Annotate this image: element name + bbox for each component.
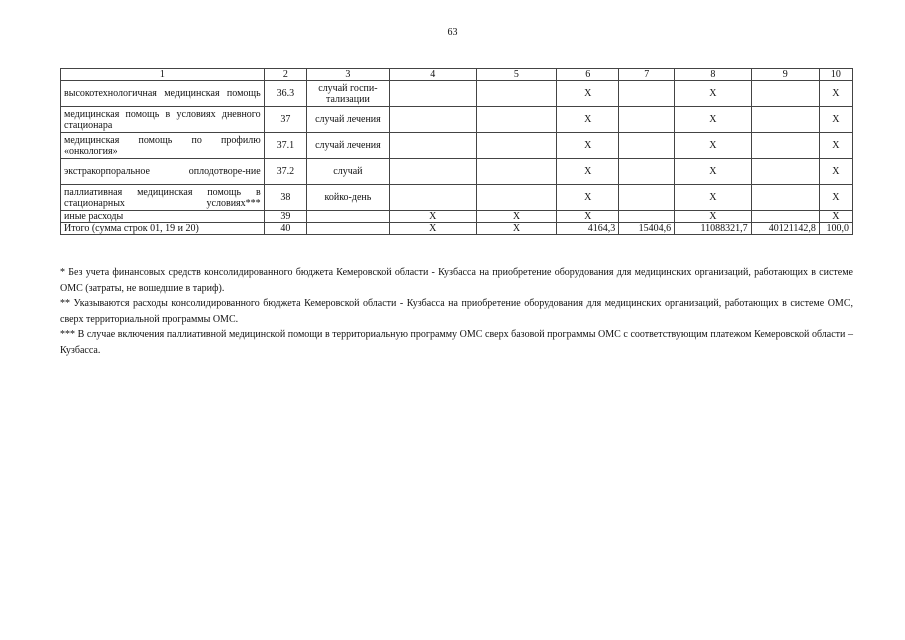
row-number: 39 bbox=[264, 211, 306, 223]
cell-c9 bbox=[751, 107, 819, 133]
row-unit: случай лечения bbox=[307, 133, 390, 159]
cell-c6: X bbox=[557, 81, 619, 107]
row-name: паллиативная медицинская помощь в стационарных условиях*** bbox=[61, 185, 265, 211]
table-row bbox=[61, 185, 853, 211]
header-cell: 7 bbox=[619, 69, 675, 81]
header-cell: 2 bbox=[264, 69, 306, 81]
footnote-1: * Без учета финансовых средств консолидированного бюджета Кемеровской области - Кузбасса на приобретение оборудования для медицинских организаций, работающих в системе ОМС (затраты, не вошедшие в тариф). bbox=[60, 267, 853, 294]
header-cell: 4 bbox=[389, 69, 476, 81]
row-unit bbox=[307, 211, 390, 223]
cell-c5: X bbox=[476, 223, 557, 235]
cell-c10: 100,0 bbox=[819, 223, 852, 235]
cell-c4 bbox=[389, 185, 476, 211]
cell-c5 bbox=[476, 107, 557, 133]
cell-c9 bbox=[751, 81, 819, 107]
row-name: иные расходы bbox=[61, 211, 265, 223]
table-row-total bbox=[61, 223, 853, 235]
row-name: высокотехнологичная медицинская помощь bbox=[61, 81, 265, 107]
row-name: Итого (сумма строк 01, 19 и 20) bbox=[61, 223, 265, 235]
cell-c6: 4164,3 bbox=[557, 223, 619, 235]
row-unit: случай лечения bbox=[307, 107, 390, 133]
table-row bbox=[61, 211, 853, 223]
cell-c7 bbox=[619, 185, 675, 211]
row-number: 38 bbox=[264, 185, 306, 211]
header-cell: 8 bbox=[675, 69, 752, 81]
cell-c8: X bbox=[675, 211, 752, 223]
cell-c10: X bbox=[819, 107, 852, 133]
cell-c7 bbox=[619, 81, 675, 107]
cell-c10: X bbox=[819, 81, 852, 107]
cost-table bbox=[60, 68, 853, 235]
cell-c5 bbox=[476, 159, 557, 185]
row-number: 37 bbox=[264, 107, 306, 133]
cell-c8: 11088321,7 bbox=[675, 223, 752, 235]
cell-c4: X bbox=[389, 211, 476, 223]
cell-c5: X bbox=[476, 211, 557, 223]
header-cell: 3 bbox=[307, 69, 390, 81]
row-name: медицинская помощь в условиях дневного стационара bbox=[61, 107, 265, 133]
row-number: 37.2 bbox=[264, 159, 306, 185]
table-row bbox=[61, 107, 853, 133]
row-unit bbox=[307, 223, 390, 235]
cell-c6: X bbox=[557, 133, 619, 159]
cell-c8: X bbox=[675, 81, 752, 107]
cell-c9 bbox=[751, 211, 819, 223]
row-number: 37.1 bbox=[264, 133, 306, 159]
header-row bbox=[61, 69, 853, 81]
cell-c5 bbox=[476, 133, 557, 159]
row-unit: случай bbox=[307, 159, 390, 185]
cell-c10: X bbox=[819, 133, 852, 159]
row-name: экстракорпоральное оплодотворе-ние bbox=[61, 159, 265, 185]
table-row bbox=[61, 159, 853, 185]
cell-c10: X bbox=[819, 211, 852, 223]
footnote-2: ** Указываются расходы консолидированного бюджета Кемеровской области - Кузбасса на приобретение оборудования для медицинских организаций, работающих в системе ОМС, сверх территориальной программы ОМС. bbox=[60, 298, 853, 325]
header-cell: 6 bbox=[557, 69, 619, 81]
header-cell: 9 bbox=[751, 69, 819, 81]
cell-c6: X bbox=[557, 211, 619, 223]
cell-c10: X bbox=[819, 159, 852, 185]
page-number: 63 bbox=[447, 27, 458, 38]
cell-c8: X bbox=[675, 159, 752, 185]
cell-c7 bbox=[619, 211, 675, 223]
cell-c4 bbox=[389, 107, 476, 133]
cell-c7 bbox=[619, 133, 675, 159]
header-cell: 10 bbox=[819, 69, 852, 81]
footnote-3: *** В случае включения паллиативной медицинской помощи в территориальную программу ОМС сверх базовой программы ОМС с соответствующим платежом Кемеровской области – Кузбасса. bbox=[60, 329, 853, 356]
cell-c8: X bbox=[675, 185, 752, 211]
row-number: 40 bbox=[264, 223, 306, 235]
header-cell: 5 bbox=[476, 69, 557, 81]
header-cell: 1 bbox=[61, 69, 265, 81]
cell-c9 bbox=[751, 133, 819, 159]
cell-c4 bbox=[389, 81, 476, 107]
cell-c9 bbox=[751, 185, 819, 211]
cell-c4 bbox=[389, 133, 476, 159]
cell-c7 bbox=[619, 107, 675, 133]
cell-c6: X bbox=[557, 185, 619, 211]
row-unit: случай госпи-тализации bbox=[307, 81, 390, 107]
cell-c5 bbox=[476, 81, 557, 107]
cell-c7: 15404,6 bbox=[619, 223, 675, 235]
cell-c5 bbox=[476, 185, 557, 211]
table-row bbox=[61, 81, 853, 107]
cell-c6: X bbox=[557, 107, 619, 133]
table-row bbox=[61, 133, 853, 159]
cell-c9: 40121142,8 bbox=[751, 223, 819, 235]
row-unit: койко-день bbox=[307, 185, 390, 211]
cell-c8: X bbox=[675, 133, 752, 159]
row-name: медицинская помощь по профилю «онкология» bbox=[61, 133, 265, 159]
footnotes bbox=[60, 265, 853, 358]
row-number: 36.3 bbox=[264, 81, 306, 107]
cell-c4: X bbox=[389, 223, 476, 235]
cell-c9 bbox=[751, 159, 819, 185]
cell-c4 bbox=[389, 159, 476, 185]
cell-c10: X bbox=[819, 185, 852, 211]
cell-c6: X bbox=[557, 159, 619, 185]
cell-c8: X bbox=[675, 107, 752, 133]
cell-c7 bbox=[619, 159, 675, 185]
